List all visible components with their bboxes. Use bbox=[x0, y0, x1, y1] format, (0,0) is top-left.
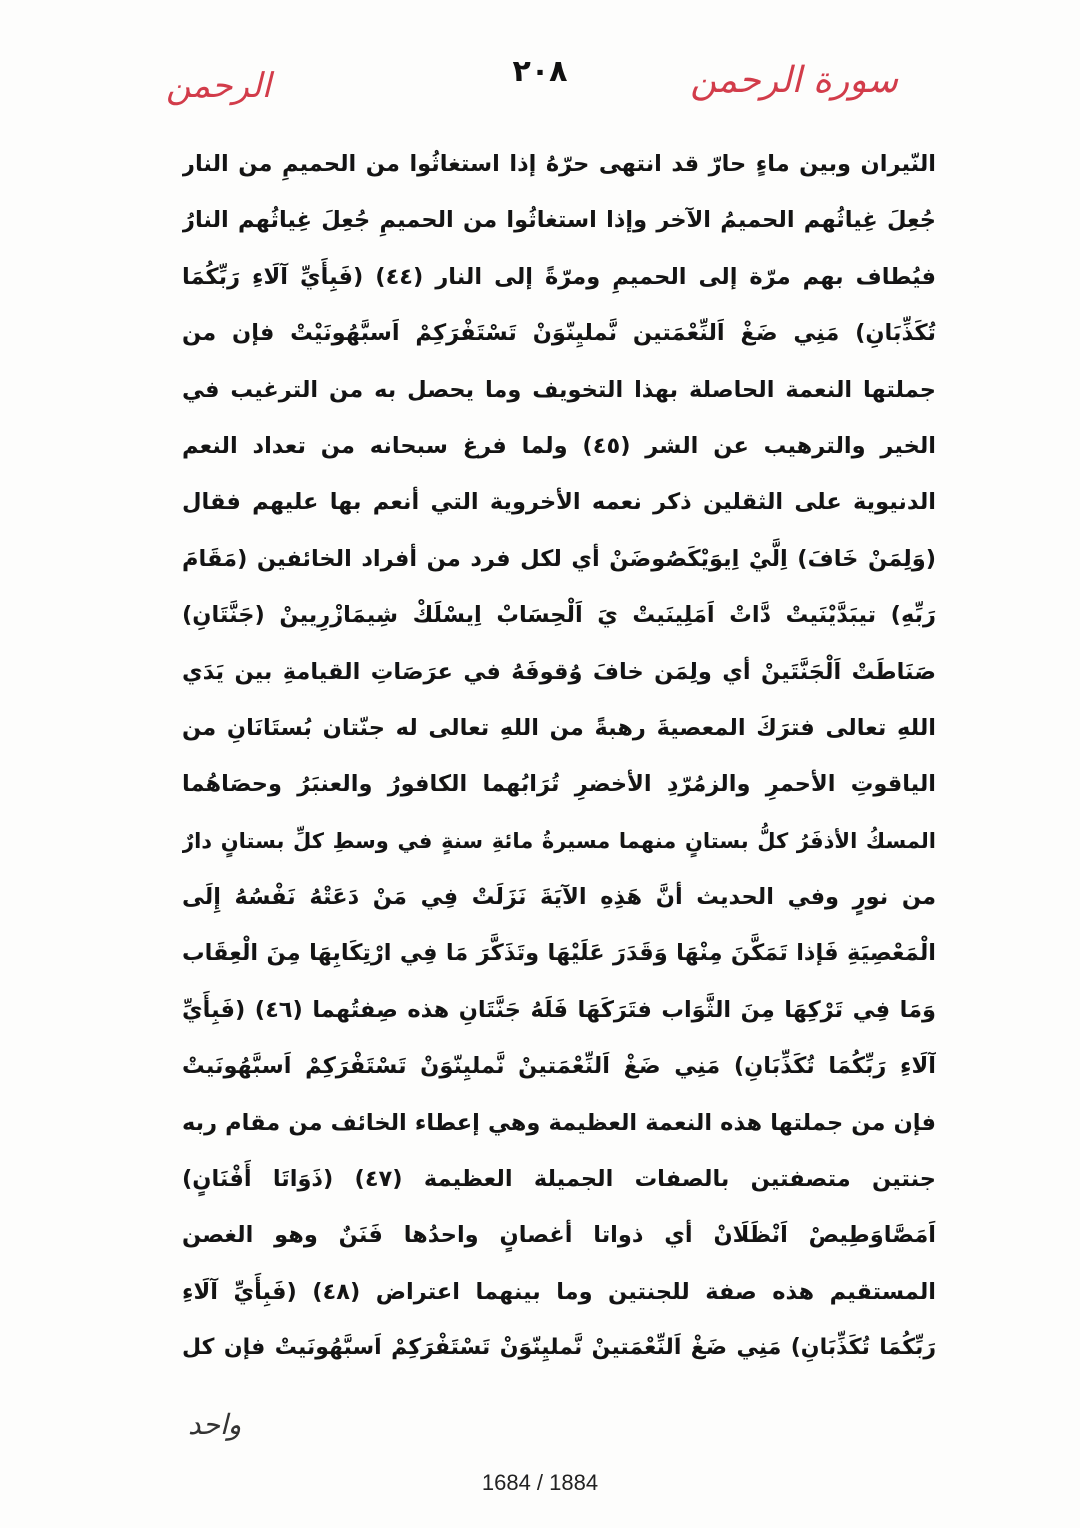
text-line: صَنَاطَتْ اَلْجَنَّتَينْ أي ولِمَن خافَ وُقوفَهُ في عرَصَاتِ القيامةِ بين يَدَي bbox=[182, 658, 936, 685]
text-line: من نورٍ وفي الحديث أنَّ هَذِهِ الآيَةَ نَزَلَتْ فِي مَنْ دَعَتْهُ نَفْسُهُ إِلَى bbox=[182, 884, 936, 911]
text-line: جملتها النعمة الحاصلة بهذا التخويف وما يحصل به من الترغيب في bbox=[182, 376, 936, 403]
surah-name-handwritten: الرحمن bbox=[166, 66, 272, 106]
text-line: وَمَا فِي تَرْكِهَا مِنَ الثَّوَاب فتَرَكَهَا فَلَهُ جَنَّتَانِ هذه صِفتُهما (٤٦) (فَبِأَيِّ bbox=[182, 996, 936, 1023]
text-line: (وَلِمَنْ خَافَ) اِلَّيْ اِيوَيْكَصُوضَنْ أي لكل فرد من أفراد الخائفين (مَقَامَ bbox=[182, 545, 936, 572]
commentary-text-block bbox=[182, 136, 936, 1377]
text-line: المسكُ الأذفَرُ كلُّ بستانٍ منهما مسيرةُ مائةِ سنةٍ في وسطِ كلِّ بستانٍ دارٌ bbox=[182, 828, 936, 853]
text-line: فإن من جملتها هذه النعمة العظيمة وهي إعطاء الخائف من مقام ربه bbox=[182, 1109, 936, 1136]
text-line: تُكَذِّبَانِ) مَنِي ضَغْ اَلنِّعْمَتين نَّمليِنّوَنْ تَسْتَفْرَكِمْ اَسبَّهُونَيْتْ فإن من bbox=[182, 320, 936, 347]
text-line: جُعِلَ غِياثُهم الحميمُ الآخر وإذا استغاثُوا من الحميمِ جُعِلَ غِياثُهم النارُ bbox=[182, 207, 936, 234]
page-counter: 1684 / 1884 bbox=[481, 1470, 599, 1495]
text-line: جنتين متصفتين بالصفات الجميلة العظيمة (٤٧) (ذَوَاتَا أَفْنَانٍ) bbox=[182, 1166, 936, 1193]
catchword-handwritten: واحد bbox=[188, 1408, 242, 1441]
text-line: آلَاءِ رَبِّكُمَا تُكَذِّبَانِ) مَنِي ضَغْ اَلنِّعْمَتينْ نَّمليِنّوَنْ تَسْتَفْرَكِمْ اَسبَّهُونَيتْ bbox=[182, 1053, 936, 1080]
text-line: اللهِ تعالى فترَكَ المعصيةَ رهبةً من اللهِ تعالى له جنّتان بُستَانَانِ من bbox=[182, 714, 936, 741]
text-line: رَبِّكُمَا تُكَذِّبَانِ) مَنِي ضَغْ اَلنِّعْمَتينْ نَّمليِنّوَنْ تَسْتَفْرَكِمْ اَسبَّهُونَيتْ فإن كل bbox=[182, 1335, 936, 1361]
surah-title-handwritten: سورة الرحمن bbox=[690, 60, 898, 101]
page-number: ٢٠٨ bbox=[512, 54, 568, 89]
text-line: الخير والترهيب عن الشر (٤٥) ولما فرغ سبحانه من تعداد النعم bbox=[182, 432, 936, 459]
text-line: المستقيم هذه صفة للجنتين وما بينهما اعتراض (٤٨) (فَبِأَيِّ آلَاءِ bbox=[182, 1278, 936, 1305]
text-line: رَبِّهِ) تيبَدَّيْنَيتْ دَّاتْ اَمَلِينَيتْ يَ اَلْحِسَابْ اِيسْلَكْ شِيمَازْرِيينْ (جَنَّتَانِ) bbox=[182, 602, 936, 629]
text-line: الْمَعْصِيَةِ فَإذا تَمَكَّنَ مِنْهَا وَقَدَرَ عَلَيْهَا وتَذَكَّرَ مَا فِي ارْتِكَابِهَا مِنَ الْعِقَاب bbox=[182, 940, 936, 967]
text-line: الدنيوية على الثقلين ذكر نعمه الأخروية التي أنعم بها عليهم فقال bbox=[182, 489, 936, 516]
text-line: النّيران وبين ماءٍ حارّ قد انتهى حرّهُ إذا استغاثُوا من الحميمِ من النار bbox=[182, 151, 936, 177]
text-line: الياقوتِ الأحمرِ والزمُرّدِ الأخضرِ تُرَابُهما الكافورُ والعنبَرُ وحصَاهُما bbox=[182, 771, 936, 798]
text-line: فيُطاف بهم مرّة إلى الحميمِ ومرّةً إلى النار (٤٤) (فَبِأَيِّ آلَاءِ رَبِّكُمَا bbox=[182, 263, 936, 290]
text-line: اَمَصَّاوَطِيصْ اَنْظَلَانْ أي ذواتا أغصانٍ واحدُها فَنَنٌ وهو الغصن bbox=[182, 1222, 936, 1249]
